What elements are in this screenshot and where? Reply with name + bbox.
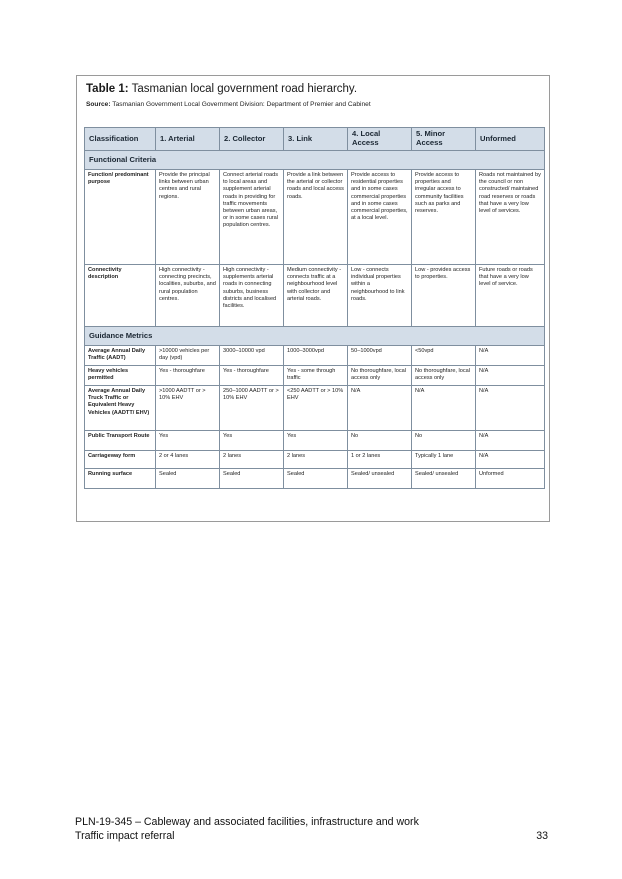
- table-cell: Provide the principal links between urban centres and rural regions.: [156, 170, 220, 265]
- table-cell: High connectivity - connecting precincts, localities, suburbs, and rural population centres.: [156, 265, 220, 327]
- table-cell: N/A: [476, 346, 545, 366]
- table-cell: Sealed: [284, 469, 348, 489]
- column-header: 5. Minor Access: [412, 128, 476, 151]
- table-cell: Provide access to properties and irregular access to community facilities such as parks and reserves.: [412, 170, 476, 265]
- table-cell: Low - connects individual properties within a neighbourhood to link roads.: [348, 265, 412, 327]
- row-header: Running surface: [85, 469, 156, 489]
- table-cell: Sealed/ unsealed: [412, 469, 476, 489]
- table-cell: 1000–3000vpd: [284, 346, 348, 366]
- table-row: [85, 386, 545, 431]
- table-row: [85, 346, 545, 366]
- section-title: Guidance Metrics: [85, 327, 545, 346]
- table-cell: <50vpd: [412, 346, 476, 366]
- table-cell: Future roads or roads that have a very low level of service.: [476, 265, 545, 327]
- table-cell: High connectivity - supplements arterial roads in connecting suburbs, business districts and localised facilities.: [220, 265, 284, 327]
- footer-second-line: [75, 829, 548, 843]
- row-header: Carriageway form: [85, 451, 156, 469]
- table-cell: No: [348, 431, 412, 451]
- table-cell: >10000 vehicles per day (vpd): [156, 346, 220, 366]
- table-cell: <250 AADTT or > 10% EHV: [284, 386, 348, 431]
- table-cell: Yes: [284, 431, 348, 451]
- table-row: [85, 469, 545, 489]
- section-title: Functional Criteria: [85, 151, 545, 170]
- page-footer: [75, 815, 548, 843]
- table-cell: N/A: [476, 366, 545, 386]
- footer-section-title: Traffic impact referral: [75, 830, 175, 842]
- table-cell: 2 or 4 lanes: [156, 451, 220, 469]
- source-text: Tasmanian Government Local Government Division: Department of Premier and Cabinet: [110, 101, 371, 108]
- table-row: [85, 265, 545, 327]
- table-cell: N/A: [476, 386, 545, 431]
- row-header: Public Transport Route: [85, 431, 156, 451]
- table-cell: Yes: [156, 431, 220, 451]
- table-cell: No: [412, 431, 476, 451]
- table-cell: 2 lanes: [284, 451, 348, 469]
- table-title: [86, 83, 357, 95]
- table-cell: Sealed: [220, 469, 284, 489]
- table-cell: Typically 1 lane: [412, 451, 476, 469]
- table-cell: N/A: [348, 386, 412, 431]
- table-cell: Yes - thoroughfare: [156, 366, 220, 386]
- table-cell: Sealed/ unsealed: [348, 469, 412, 489]
- table-cell: N/A: [476, 451, 545, 469]
- table-figure: [76, 75, 550, 522]
- table-cell: Sealed: [156, 469, 220, 489]
- table-cell: 250–1000 AADTT or > 10% EHV: [220, 386, 284, 431]
- table-cell: Low - provides access to properties.: [412, 265, 476, 327]
- table-cell: No thoroughfare, local access only: [348, 366, 412, 386]
- table-cell: Yes - some through traffic: [284, 366, 348, 386]
- column-header: Unformed: [476, 128, 545, 151]
- table-cell: 1 or 2 lanes: [348, 451, 412, 469]
- table-cell: Provide access to residential properties and in some cases commercial properties and in some cases commercial properties, at a local level.: [348, 170, 412, 265]
- table-cell: Medium connectivity - connects traffic at a neighbourhood level with collector and arterial roads.: [284, 265, 348, 327]
- column-header: 4. Local Access: [348, 128, 412, 151]
- source-label: Source:: [86, 101, 111, 108]
- column-header: 3. Link: [284, 128, 348, 151]
- table-title-label: Table 1:: [86, 83, 129, 95]
- table-cell: No thoroughfare, local access only: [412, 366, 476, 386]
- row-header: Heavy vehicles permitted: [85, 366, 156, 386]
- table-row: [85, 451, 545, 469]
- column-header: 1. Arterial: [156, 128, 220, 151]
- table-header-row: [85, 128, 545, 151]
- table-cell: 50–1000vpd: [348, 346, 412, 366]
- table-cell: >1000 AADTT or > 10% EHV: [156, 386, 220, 431]
- table-cell: Provide a link between the arterial or collector roads and local access roads.: [284, 170, 348, 265]
- row-header: Function/ predominant purpose: [85, 170, 156, 265]
- row-header: Average Annual Daily Truck Traffic or Equivalent Heavy Vehicles (AADTT/ EHV): [85, 386, 156, 431]
- table-cell: Connect arterial roads to local areas and supplement arterial roads in providing for traffic movements between urban areas, or in some cases rural population centres.: [220, 170, 284, 265]
- table-row: [85, 366, 545, 386]
- page-number: 33: [536, 830, 548, 842]
- footer-document-title: PLN-19-345 – Cableway and associated facilities, infrastructure and work: [75, 816, 419, 828]
- table-row: [85, 170, 545, 265]
- road-hierarchy-table: [84, 127, 545, 489]
- table-cell: N/A: [476, 431, 545, 451]
- column-header: Classification: [85, 128, 156, 151]
- row-header: Average Annual Daily Traffic (AADT): [85, 346, 156, 366]
- table-cell: Yes - thoroughfare: [220, 366, 284, 386]
- section-row-guidance: [85, 327, 545, 346]
- table-cell: 3000–10000 vpd: [220, 346, 284, 366]
- table-cell: Yes: [220, 431, 284, 451]
- column-header: 2. Collector: [220, 128, 284, 151]
- table-cell: 2 lanes: [220, 451, 284, 469]
- row-header: Connectivity description: [85, 265, 156, 327]
- table-row: [85, 431, 545, 451]
- table-cell: Unformed: [476, 469, 545, 489]
- section-row-functional: [85, 151, 545, 170]
- table-cell: N/A: [412, 386, 476, 431]
- table-cell: Roads not maintained by the council or non constructed/ maintained road reserves or roads that have a very low level of services.: [476, 170, 545, 265]
- table-source: [86, 101, 371, 108]
- table-title-text: Tasmanian local government road hierarchy.: [128, 83, 358, 95]
